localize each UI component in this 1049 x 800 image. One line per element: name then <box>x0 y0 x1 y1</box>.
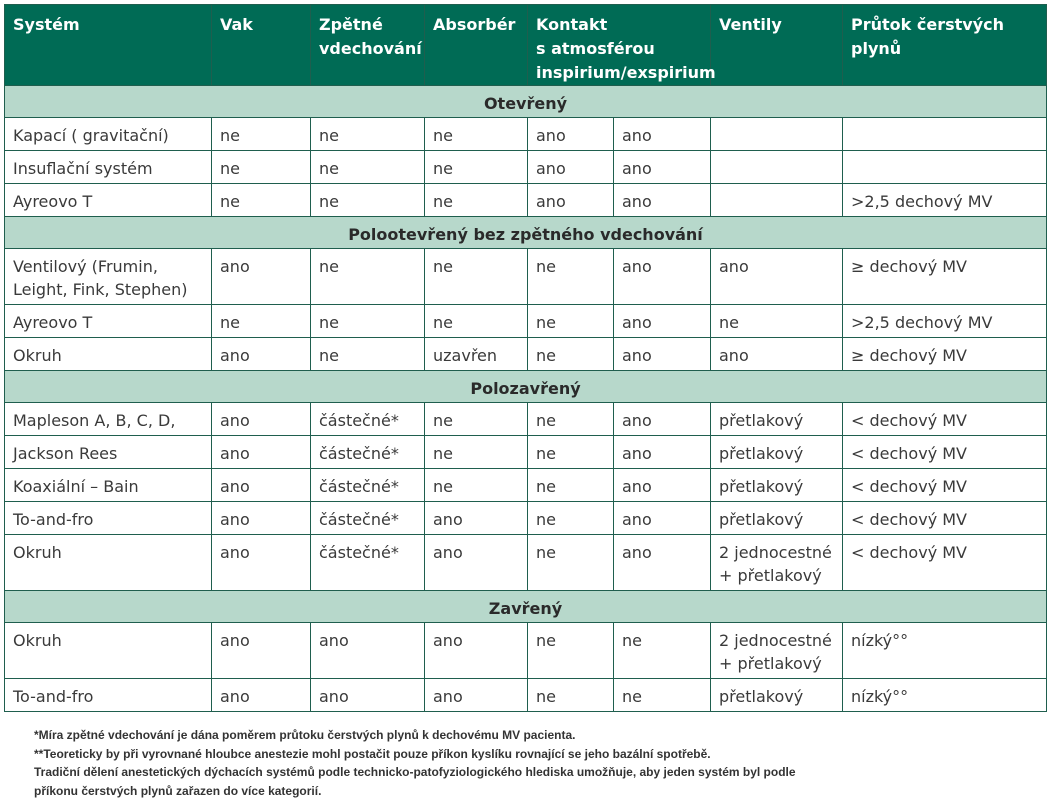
header-atmosphere-contact <box>528 5 716 86</box>
section-row <box>5 217 1047 249</box>
cell-flow: ≥ dechový MV <box>843 249 1047 305</box>
cell-exspirium: ne <box>614 623 711 679</box>
cell-exspirium: ano <box>614 403 711 436</box>
cell-bag: ano <box>212 338 311 371</box>
cell-flow: < dechový MV <box>843 502 1047 535</box>
cell-absorber: uzavřen <box>425 338 528 371</box>
header-bag-label: Vak <box>220 15 253 34</box>
cell-bag: ano <box>212 502 311 535</box>
cell-absorber: ne <box>425 469 528 502</box>
cell-bag: ano <box>212 249 311 305</box>
cell-exspirium: ano <box>614 535 711 591</box>
cell-rebreathing: ne <box>311 184 425 217</box>
cell-bag: ne <box>212 305 311 338</box>
cell-rebreathing: částečné* <box>311 436 425 469</box>
cell-inspirium: ano <box>528 151 614 184</box>
cell-rebreathing: částečné* <box>311 469 425 502</box>
cell-bag: ano <box>212 535 311 591</box>
header-bag <box>212 5 311 86</box>
section-title: Otevřený <box>5 86 1047 118</box>
cell-system: To-and-fro <box>5 502 212 535</box>
cell-inspirium: ne <box>528 403 614 436</box>
cell-exspirium: ano <box>614 305 711 338</box>
cell-inspirium: ne <box>528 535 614 591</box>
cell-absorber: ne <box>425 184 528 217</box>
cell-bag: ano <box>212 679 311 712</box>
header-flow-line2: plynů <box>851 39 902 58</box>
cell-absorber: ano <box>425 623 528 679</box>
table-row <box>5 338 1047 371</box>
cell-flow: nízký°° <box>843 679 1047 712</box>
cell-inspirium: ano <box>528 184 614 217</box>
cell-flow: < dechový MV <box>843 469 1047 502</box>
cell-flow: ≥ dechový MV <box>843 338 1047 371</box>
cell-rebreathing: ano <box>311 623 425 679</box>
header-contact-line2: s atmosférou <box>536 39 655 58</box>
table-row <box>5 184 1047 217</box>
section-row <box>5 371 1047 403</box>
cell-system: Okruh <box>5 535 212 591</box>
cell-exspirium: ano <box>614 184 711 217</box>
cell-system: Insuflační systém <box>5 151 212 184</box>
cell-exspirium: ano <box>614 151 711 184</box>
cell-system: Koaxiální – Bain <box>5 469 212 502</box>
cell-system: Okruh <box>5 623 212 679</box>
table-header-row <box>5 5 1047 86</box>
cell-absorber: ne <box>425 118 528 151</box>
footnote-classification-line2: příkonu čerstvých plynů zařazen do více kategorií. <box>34 783 322 798</box>
cell-flow: nízký°° <box>843 623 1047 679</box>
cell-flow <box>843 118 1047 151</box>
cell-bag: ano <box>212 469 311 502</box>
cell-exspirium: ne <box>614 679 711 712</box>
table-row <box>5 305 1047 338</box>
cell-system: Kapací ( gravitační) <box>5 118 212 151</box>
cell-bag: ne <box>212 184 311 217</box>
cell-system: To-and-fro <box>5 679 212 712</box>
cell-valves: přetlakový <box>711 502 843 535</box>
cell-exspirium: ano <box>614 249 711 305</box>
cell-valves: ne <box>711 305 843 338</box>
header-contact-line3: inspirium/exspirium <box>536 63 716 82</box>
cell-flow: >2,5 dechový MV <box>843 184 1047 217</box>
cell-system: Jackson Rees <box>5 436 212 469</box>
cell-valves: 2 jednocestné + přetlakový <box>711 623 843 679</box>
cell-system: Ayreovo T <box>5 184 212 217</box>
cell-rebreathing: částečné* <box>311 502 425 535</box>
header-rebreathing <box>311 5 425 86</box>
cell-flow: >2,5 dechový MV <box>843 305 1047 338</box>
table-row <box>5 469 1047 502</box>
cell-flow: < dechový MV <box>843 535 1047 591</box>
cell-absorber: ano <box>425 502 528 535</box>
cell-valves: přetlakový <box>711 436 843 469</box>
cell-valves: přetlakový <box>711 679 843 712</box>
section-title: Polootevřený bez zpětného vdechování <box>5 217 1047 249</box>
cell-inspirium: ne <box>528 305 614 338</box>
breathing-systems-table <box>4 4 1047 712</box>
cell-inspirium: ne <box>528 623 614 679</box>
table-row <box>5 679 1047 712</box>
cell-rebreathing: ne <box>311 305 425 338</box>
cell-valves <box>711 151 843 184</box>
section-title: Polozavřený <box>5 371 1047 403</box>
cell-valves <box>711 118 843 151</box>
cell-bag: ne <box>212 151 311 184</box>
cell-rebreathing: částečné* <box>311 535 425 591</box>
table-row <box>5 436 1047 469</box>
cell-valves: ano <box>711 249 843 305</box>
header-system-label: Systém <box>13 15 80 34</box>
cell-inspirium: ne <box>528 502 614 535</box>
cell-flow: < dechový MV <box>843 403 1047 436</box>
cell-inspirium: ano <box>528 118 614 151</box>
cell-absorber: ne <box>425 249 528 305</box>
cell-bag: ne <box>212 118 311 151</box>
cell-valves: 2 jednocestné + přetlakový <box>711 535 843 591</box>
table-row <box>5 623 1047 679</box>
cell-absorber: ne <box>425 151 528 184</box>
cell-exspirium: ano <box>614 469 711 502</box>
section-title: Zavřený <box>5 591 1047 623</box>
cell-inspirium: ne <box>528 249 614 305</box>
header-rebreathing-line1: Zpětné <box>319 15 383 34</box>
cell-exspirium: ano <box>614 502 711 535</box>
cell-system: Ayreovo T <box>5 305 212 338</box>
cell-system: Ventilový (Frumin, Leight, Fink, Stephen) <box>5 249 212 305</box>
footnote-rebreathing: *Míra zpětné vdechování je dána poměrem průtoku čerstvých plynů k dechovému MV pacienta. <box>34 728 576 742</box>
cell-system: Okruh <box>5 338 212 371</box>
cell-exspirium: ano <box>614 118 711 151</box>
cell-flow <box>843 151 1047 184</box>
cell-rebreathing: ne <box>311 118 425 151</box>
cell-exspirium: ano <box>614 436 711 469</box>
section-row <box>5 591 1047 623</box>
cell-inspirium: ne <box>528 338 614 371</box>
cell-absorber: ne <box>425 436 528 469</box>
cell-rebreathing: ne <box>311 338 425 371</box>
header-rebreathing-line2: vdechování <box>319 39 422 58</box>
cell-bag: ano <box>212 403 311 436</box>
cell-bag: ano <box>212 623 311 679</box>
header-system <box>5 5 212 86</box>
cell-valves: přetlakový <box>711 403 843 436</box>
table-row <box>5 535 1047 591</box>
table-row <box>5 151 1047 184</box>
header-valves <box>711 5 843 86</box>
footnote-oxygen: **Teoreticky by při vyrovnané hloubce anestezie mohl postačit pouze příkon kyslíku rovnající se jeho bazální spotřebě. <box>34 746 711 761</box>
header-valves-label: Ventily <box>719 15 782 34</box>
cell-system: Mapleson A, B, C, D, <box>5 403 212 436</box>
cell-valves: ano <box>711 338 843 371</box>
cell-absorber: ne <box>425 305 528 338</box>
cell-flow: < dechový MV <box>843 436 1047 469</box>
header-fresh-gas-flow <box>843 5 1047 86</box>
header-flow-line1: Průtok čerstvých <box>851 15 1004 34</box>
cell-inspirium: ne <box>528 436 614 469</box>
cell-valves <box>711 184 843 217</box>
cell-rebreathing: ne <box>311 249 425 305</box>
cell-absorber: ano <box>425 535 528 591</box>
section-row <box>5 86 1047 118</box>
cell-exspirium: ano <box>614 338 711 371</box>
header-absorber-label: Absorbér <box>433 15 516 34</box>
table-row <box>5 502 1047 535</box>
footnote-classification-line1: Tradiční dělení anestetických dýchacích systémů podle technicko-patofyziologického hlediska umožňuje, aby jeden systém byl podle <box>34 765 796 779</box>
table-row <box>5 403 1047 436</box>
table-row <box>5 118 1047 151</box>
header-absorber <box>425 5 528 86</box>
header-contact-line1: Kontakt <box>536 15 608 34</box>
table-row <box>5 249 1047 305</box>
cell-rebreathing: ne <box>311 151 425 184</box>
cell-valves: přetlakový <box>711 469 843 502</box>
footnotes <box>34 726 796 800</box>
cell-inspirium: ne <box>528 469 614 502</box>
cell-absorber: ne <box>425 403 528 436</box>
cell-rebreathing: částečné* <box>311 403 425 436</box>
cell-bag: ano <box>212 436 311 469</box>
cell-inspirium: ne <box>528 679 614 712</box>
cell-absorber: ano <box>425 679 528 712</box>
cell-rebreathing: ano <box>311 679 425 712</box>
